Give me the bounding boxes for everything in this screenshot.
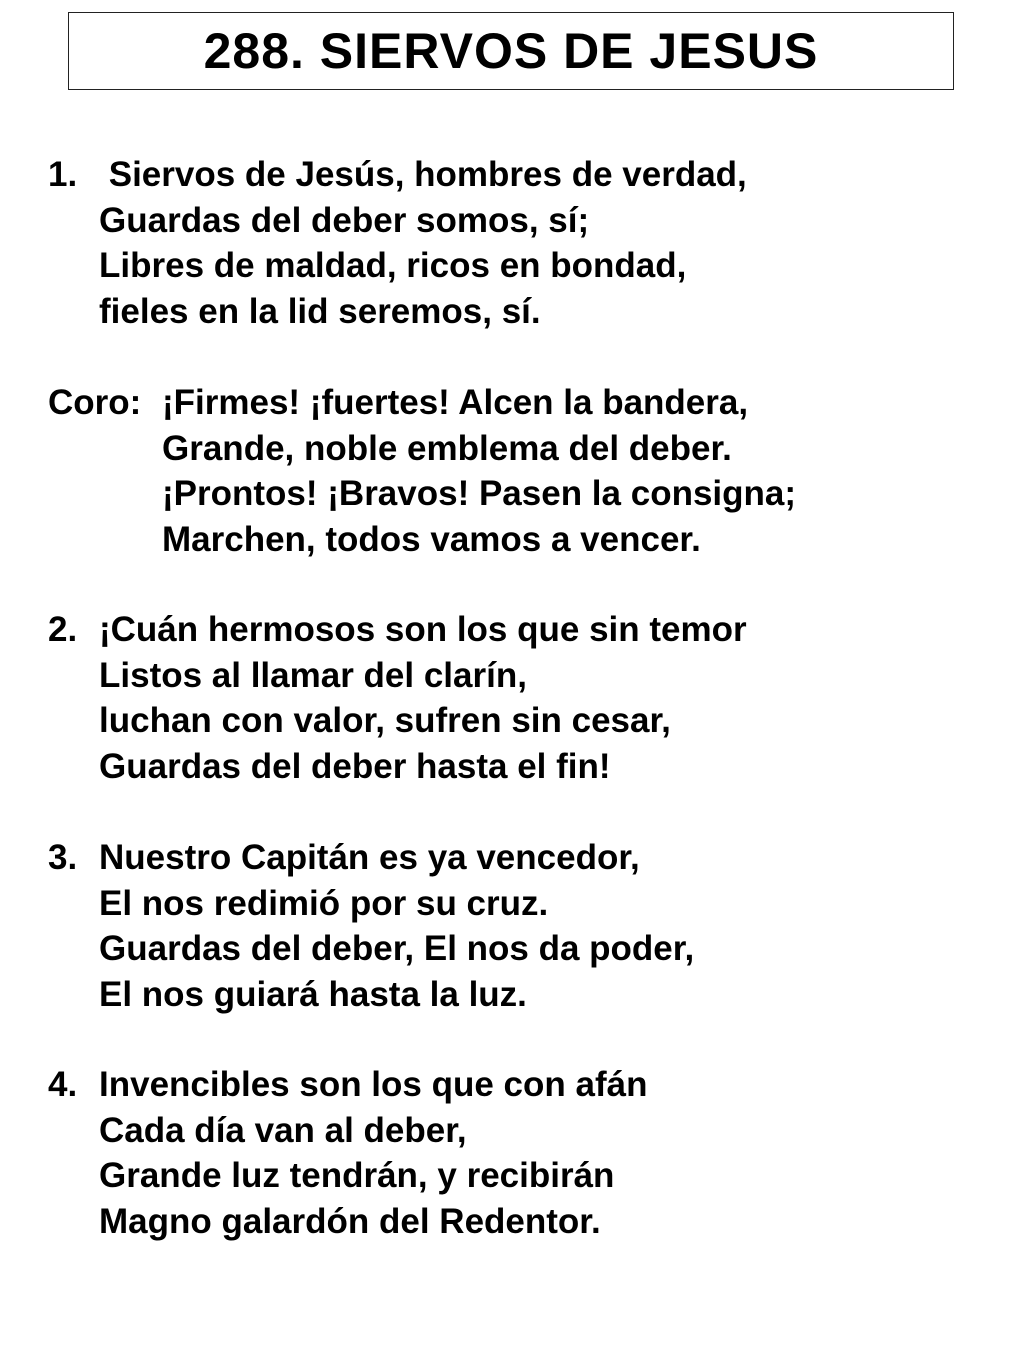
chorus-indent: [48, 517, 162, 563]
chorus-line: [48, 426, 796, 472]
verse-line: [48, 607, 747, 653]
verse-line-text: Guardas del deber, El nos da poder,: [99, 929, 695, 968]
verse-line-text: ¡Cuán hermosos son los que sin temor: [99, 610, 747, 649]
verse-number: 3.: [48, 838, 78, 877]
verse-line: [48, 972, 694, 1018]
verse-line: [48, 926, 694, 972]
verse-line-text: Siervos de Jesús, hombres de verdad,: [99, 155, 747, 194]
chorus-indent: [48, 426, 162, 472]
chorus-line-text: Marchen, todos vamos a vencer.: [162, 519, 701, 559]
chorus-label: Coro:: [48, 383, 142, 422]
verse-line-text: El nos guiará hasta la luz.: [99, 974, 527, 1014]
chorus-indent: [48, 471, 162, 517]
verse-line-text: Cada día van al deber,: [99, 1110, 467, 1150]
verse-indent: [48, 744, 99, 790]
verse-indent: [48, 289, 99, 335]
verse-line-text: luchan con valor, sufren sin cesar,: [99, 701, 671, 740]
chorus-line-text: ¡Prontos! ¡Bravos! Pasen la consigna;: [162, 474, 797, 513]
verse-number: 2.: [48, 610, 78, 649]
chorus-line: [48, 380, 796, 426]
verse-indent: [48, 1108, 99, 1154]
verse-line-text: Libres de maldad, ricos en bondad,: [99, 246, 687, 285]
verse-line: [48, 698, 747, 744]
verse-2: [48, 607, 747, 789]
verse-4: [48, 1062, 647, 1244]
verse-line-text: Guardas del deber somos, sí;: [99, 200, 590, 240]
verse-line: [48, 243, 747, 289]
verse-line: [48, 881, 694, 927]
verse-line: [48, 198, 747, 244]
verse-indent: [48, 972, 99, 1018]
chorus-line-text: ¡Firmes! ¡fuertes! Alcen la bandera,: [162, 383, 749, 422]
verse-line: [48, 653, 747, 699]
verse-indent: [48, 653, 99, 699]
verse-line-text: Listos al llamar del clarín,: [99, 655, 527, 695]
verse-line: [48, 744, 747, 790]
verse-line: [48, 289, 747, 335]
verse-line-text: Grande luz tendrán, y recibirán: [99, 1156, 615, 1195]
verse-number: 1.: [48, 155, 78, 194]
verse-number: 4.: [48, 1065, 78, 1104]
verse-indent: [48, 243, 99, 289]
hymn-title: 288. SIERVOS DE JESUS: [203, 23, 819, 79]
verse-line: [48, 152, 747, 198]
verse-line-text: El nos redimió por su cruz.: [99, 883, 549, 923]
verse-indent: [48, 1153, 99, 1199]
title-box: [68, 12, 954, 90]
verse-line-text: fieles en la lid seremos, sí.: [99, 291, 541, 331]
verse-line-text: Guardas del deber hasta el fin!: [99, 746, 611, 786]
chorus-line-text: Grande, noble emblema del deber.: [162, 428, 732, 468]
verse-line-text: Invencibles son los que con afán: [99, 1065, 648, 1104]
verse-line: [48, 1108, 647, 1154]
chorus-line: [48, 517, 796, 563]
verse-indent: [48, 1199, 99, 1245]
verse-3: [48, 835, 694, 1017]
verse-line: [48, 1199, 647, 1245]
chorus-line: [48, 471, 796, 517]
verse-indent: [48, 881, 99, 927]
verse-1: [48, 152, 747, 334]
verse-indent: [48, 926, 99, 972]
verse-line: [48, 1062, 647, 1108]
verse-line: [48, 1153, 647, 1199]
verse-line-text: Magno galardón del Redentor.: [99, 1201, 601, 1241]
chorus: [48, 380, 796, 562]
verse-indent: [48, 198, 99, 244]
verse-indent: [48, 698, 99, 744]
verse-line: [48, 835, 694, 881]
verse-line-text: Nuestro Capitán es ya vencedor,: [99, 838, 640, 877]
